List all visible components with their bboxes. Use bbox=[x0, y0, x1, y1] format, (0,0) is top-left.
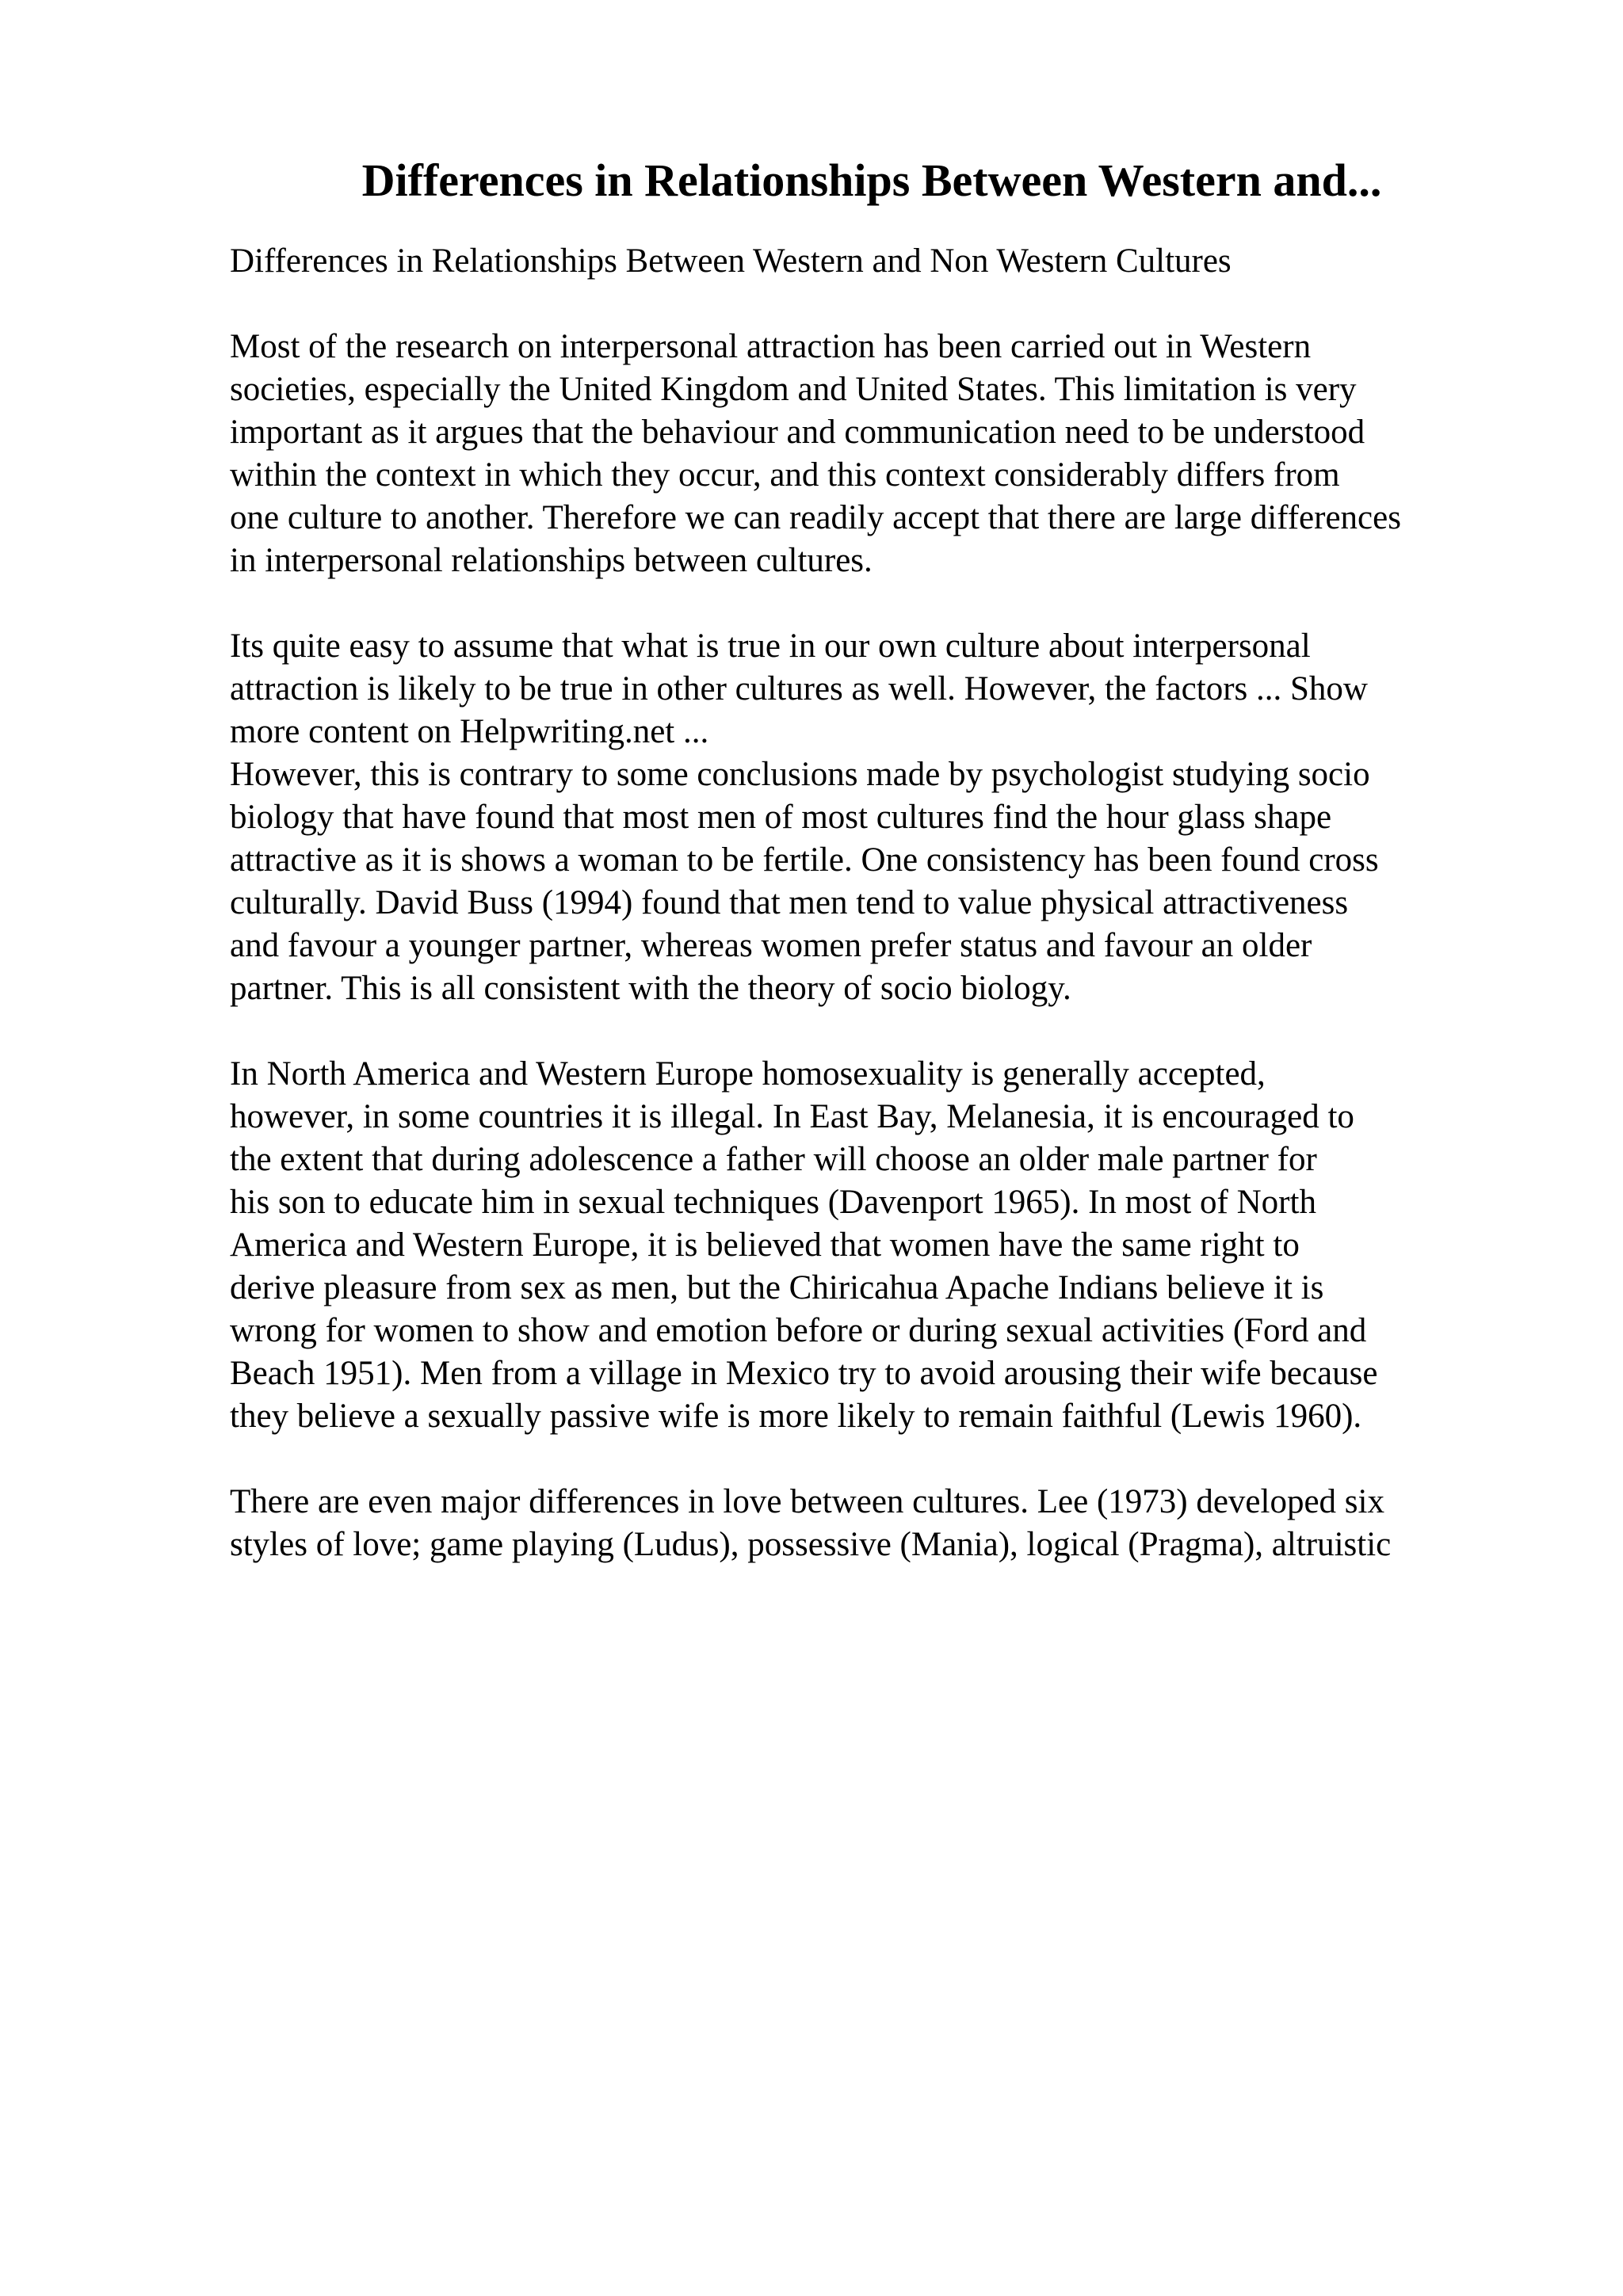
paragraph-3 bbox=[230, 753, 1514, 1010]
text-line: Most of the research on interpersonal attraction has been carried out in Western bbox=[230, 328, 1312, 365]
text-line: Its quite easy to assume that what is true in our own culture about interpersonal bbox=[230, 627, 1311, 665]
paragraph-5 bbox=[230, 1481, 1514, 1566]
text-line: more content on Helpwriting.net ... bbox=[230, 713, 709, 750]
text-line: the extent that during adolescence a father will choose an older male partner for bbox=[230, 1141, 1317, 1178]
text-line: one culture to another. Therefore we can readily accept that there are large differences bbox=[230, 499, 1401, 536]
text-line: derive pleasure from sex as men, but the Chiricahua Apache Indians believe it is bbox=[230, 1269, 1324, 1306]
text-line: important as it argues that the behaviour and communication need to be understood bbox=[230, 414, 1365, 451]
paragraph-4 bbox=[230, 1053, 1514, 1438]
document-subtitle: Differences in Relationships Between Western and Non Western Cultures bbox=[230, 242, 1232, 280]
text-line: partner. This is all consistent with the theory of socio biology. bbox=[230, 970, 1071, 1007]
text-line: In North America and Western Europe homosexuality is generally accepted, bbox=[230, 1055, 1266, 1093]
text-line: Beach 1951). Men from a village in Mexico try to avoid arousing their wife because bbox=[230, 1355, 1378, 1392]
text-line: societies, especially the United Kingdom and United States. This limitation is very bbox=[230, 371, 1357, 408]
text-line: styles of love; game playing (Ludus), possessive (Mania), logical (Pragma), altruistic bbox=[230, 1526, 1392, 1563]
text-line: There are even major differences in love between cultures. Lee (1973) developed six bbox=[230, 1483, 1384, 1520]
text-line: within the context in which they occur, and this context considerably differs from bbox=[230, 456, 1340, 494]
paragraph-1 bbox=[230, 326, 1514, 582]
text-line: attractive as it is shows a woman to be fertile. One consistency has been found cross bbox=[230, 841, 1379, 879]
text-line: America and Western Europe, it is believed that women have the same right to bbox=[230, 1226, 1300, 1264]
text-line: however, in some countries it is illegal. In East Bay, Melanesia, it is encouraged to bbox=[230, 1098, 1354, 1135]
text-line: biology that have found that most men of most cultures find the hour glass shape bbox=[230, 799, 1332, 836]
text-line: his son to educate him in sexual techniques (Davenport 1965). In most of North bbox=[230, 1184, 1316, 1221]
text-line: attraction is likely to be true in other cultures as well. However, the factors ... Show bbox=[230, 670, 1368, 707]
paragraph-2 bbox=[230, 625, 1514, 753]
text-line: and favour a younger partner, whereas women prefer status and favour an older bbox=[230, 927, 1312, 964]
text-line: they believe a sexually passive wife is more likely to remain faithful (Lewis 1960). bbox=[230, 1398, 1362, 1435]
text-line: in interpersonal relationships between cultures. bbox=[230, 542, 873, 579]
text-line: However, this is contrary to some conclusions made by psychologist studying socio bbox=[230, 756, 1370, 793]
subtitle-paragraph bbox=[230, 240, 1514, 283]
text-line: culturally. David Buss (1994) found that men tend to value physical attractiveness bbox=[230, 884, 1349, 921]
document-body bbox=[230, 240, 1514, 1566]
document-title: Differences in Relationships Between Western and... bbox=[361, 154, 1382, 206]
text-line: wrong for women to show and emotion before or during sexual activities (Ford and bbox=[230, 1312, 1367, 1349]
